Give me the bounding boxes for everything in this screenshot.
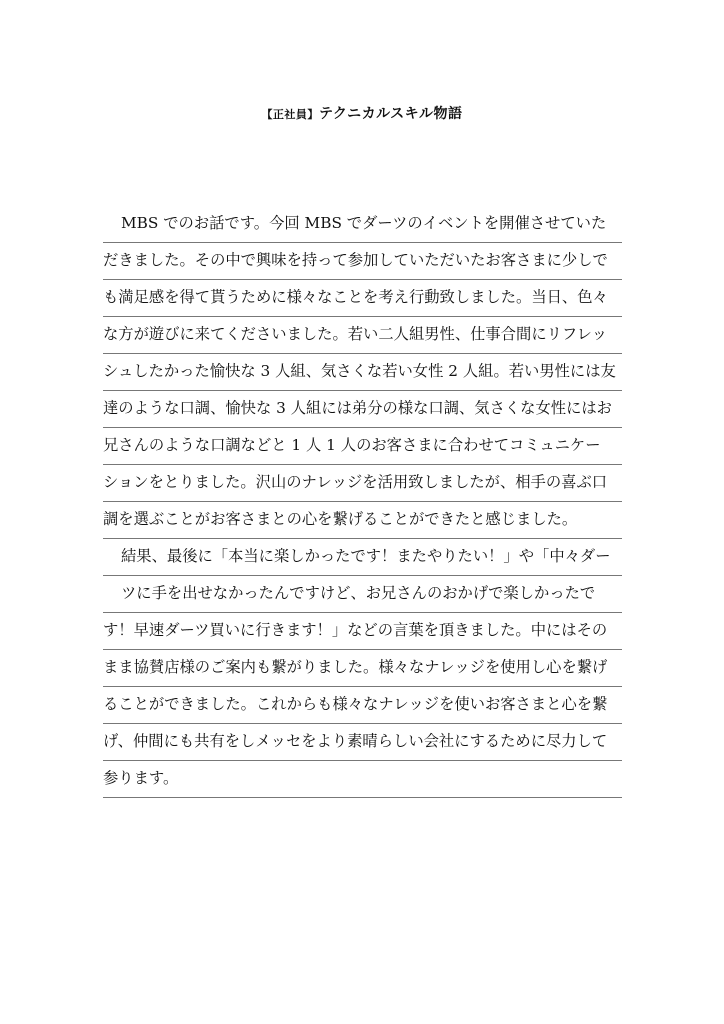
- essay-line-12: す！早速ダーツ買いに行きます！」などの言葉を頂きました。中にはその: [103, 613, 622, 650]
- essay-line-8: ションをとりました。沢山のナレッジを活用致しましたが、相手の喜ぶ口: [103, 465, 622, 502]
- essay-line-1: MBS でのお話です。今回 MBS でダーツのイベントを開催させていた: [103, 206, 622, 243]
- document-title: [0, 103, 724, 123]
- title-tag: 【正社員】: [261, 108, 319, 121]
- essay-line-6: 達のような口調、愉快な 3 人組には弟分の様な口調、気さくな女性にはお: [103, 391, 622, 428]
- essay-line-9: 調を選ぶことがお客さまとの心を繋げることができたと感じました。: [103, 502, 622, 539]
- essay-line-14: ることができました。これからも様々なナレッジを使いお客さまと心を繋: [103, 687, 622, 724]
- essay-line-13: まま協賛店様のご案内も繋がりました。様々なナレッジを使用し心を繋げ: [103, 650, 622, 687]
- essay-line-15: げ、仲間にも共有をしメッセをより素晴らしい会社にするために尽力して: [103, 724, 622, 761]
- essay-line-3: も満足感を得て貰うために様々なことを考え行動致しました。当日、色々: [103, 280, 622, 317]
- essay-line-2: だきました。その中で興味を持って参加していただいたお客さまに少しで: [103, 243, 622, 280]
- essay-line-11: ツに手を出せなかったんですけど、お兄さんのおかげで楽しかったで: [103, 576, 622, 613]
- essay-line-5: シュしたかった愉快な 3 人組、気さくな若い女性 2 人組。若い男性には友: [103, 354, 622, 391]
- essay-line-10: 結果、最後に「本当に楽しかったです！またやりたい！」や「中々ダー: [103, 539, 622, 576]
- essay-line-4: な方が遊びに来てくださいました。若い二人組男性、仕事合間にリフレッ: [103, 317, 622, 354]
- title-main: テクニカルスキル物語: [318, 106, 463, 122]
- essay-line-16: 参ります。: [103, 761, 622, 798]
- essay-line-7: 兄さんのような口調などと 1 人 1 人のお客さまに合わせてコミュニケー: [103, 428, 622, 465]
- lined-essay-body: [103, 206, 622, 798]
